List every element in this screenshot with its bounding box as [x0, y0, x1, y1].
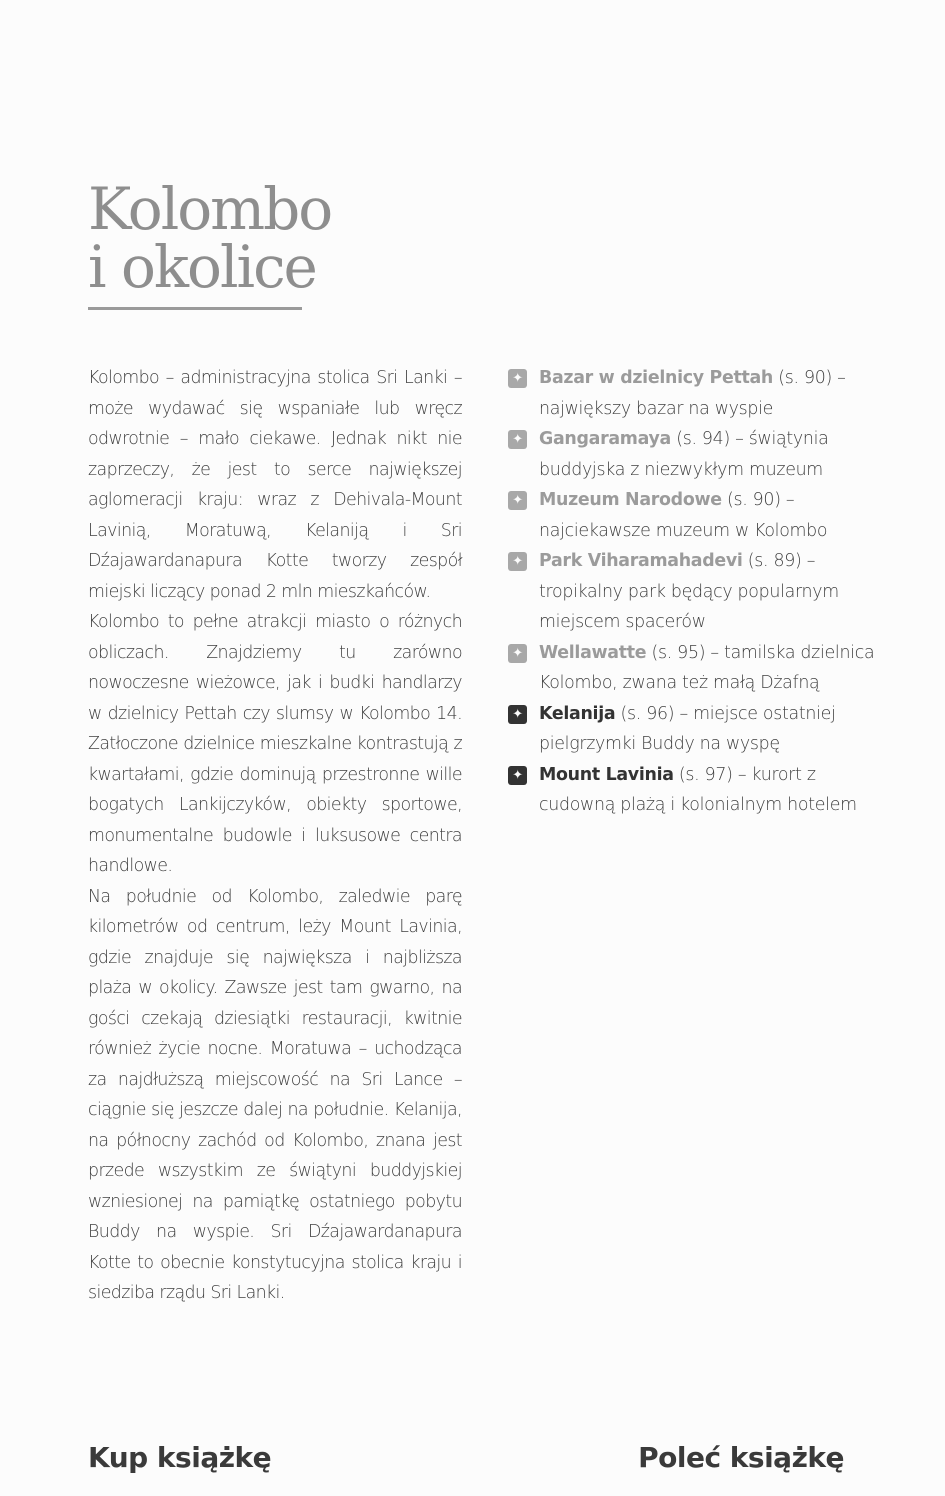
highlight-item — [508, 424, 878, 485]
highlight-item — [508, 485, 878, 546]
chapter-title — [88, 175, 348, 301]
intro-paragraph: Na południe od Kolombo, zaledwie parę kilometrów od centrum, leży Mount Lavinia, gdzie znajduje się największa i najbliższa plaża w okolicy. Zawsze jest tam gwarno, na gości czekają dziesiątki restauracji, kwitnie również życie nocne. Moratuwa – uchodząca za najdłuższą miejscowość na Sri Lance – ciągnie się jeszcze dalej na południe. Kelanija, na północny zachód od Kolombo, znana jest przede wszystkim ze świątyni buddyjskiej wzniesionej na pamiątkę ostatniego pobytu Buddy na wyspie. Sri Dźajawardanapura Kotte to obecnie konstytucyjna stolica kraju i siedziba rządu Sri Lanki. — [88, 886, 462, 1303]
star-icon: ✦ — [508, 705, 527, 724]
highlight-name: Gangaramaya — [539, 429, 671, 449]
highlight-description: (s. 90) – największy bazar na wyspie — [539, 368, 846, 419]
star-icon: ✦ — [508, 369, 527, 388]
highlight-name: Park Viharamahadevi — [539, 551, 743, 571]
highlights-list — [508, 363, 878, 821]
star-icon: ✦ — [508, 430, 527, 449]
star-icon: ✦ — [508, 644, 527, 663]
highlight-description: (s. 94) – świątynia buddyjska z niezwykłym muzeum — [539, 429, 829, 480]
highlight-item — [508, 546, 878, 638]
highlight-item — [508, 363, 878, 424]
star-icon: ✦ — [508, 766, 527, 785]
highlight-name: Bazar w dzielnicy Pettah — [539, 368, 774, 388]
highlight-name: Mount Lavinia — [539, 764, 674, 785]
highlight-description: (s. 90) – najciekawsze muzeum w Kolombo — [539, 490, 828, 541]
highlight-item — [508, 638, 878, 699]
recommend-book-link[interactable]: Poleć książkę — [638, 1441, 844, 1474]
chapter-title-line-2: i okolice — [88, 233, 316, 301]
highlight-item — [508, 760, 878, 821]
intro-paragraph: Kolombo – administracyjna stolica Sri Lanki – może wydawać się wspaniałe lub wręcz odwrotnie – mało ciekawe. Jednak nikt nie zaprzeczy, że jest to serce największej aglomeracji kraju: wraz z Dehivala-Mount Lavinią, Moratuwą, Kelaniją i Sri Dźajawardanapura Kotte tworzy zespół miejski liczący ponad 2 mln mieszkańców. — [88, 368, 462, 602]
highlight-name: Muzeum Narodowe — [539, 490, 722, 510]
title-underline — [88, 307, 302, 310]
highlight-name: Kelanija — [539, 703, 616, 724]
buy-book-link[interactable]: Kup książkę — [88, 1441, 272, 1474]
star-icon: ✦ — [508, 552, 527, 571]
intro-text — [88, 363, 462, 1309]
chapter-title-line-1: Kolombo — [88, 175, 332, 243]
intro-paragraph: Kolombo to pełne atrakcji miasto o różnych obliczach. Znajdziemy tu zarówno nowoczesne wieżowce, jak i budki handlarzy w dzielnicy Pettah czy slumsy w Kolombo 14. Zatłoczone dzielnice mieszkalne kontrastują z kwartałami, gdzie dominują przestronne wille bogatych Lankijczyków, obiekty sportowe, monumentalne budowle i luksusowe centra handlowe. — [88, 612, 462, 876]
star-icon: ✦ — [508, 491, 527, 510]
highlight-description: (s. 97) – kurort z cudowną plażą i kolonialnym hotelem — [539, 764, 857, 815]
highlight-description: (s. 95) – tamilska dzielnica Kolombo, zwana też małą Dżafną — [539, 642, 875, 693]
highlight-name: Wellawatte — [539, 642, 647, 663]
highlight-item — [508, 699, 878, 760]
highlight-description: (s. 89) – tropikalny park będący popularnym miejscem spacerów — [539, 551, 839, 632]
highlight-description: (s. 96) – miejsce ostatniej pielgrzymki Buddy na wyspę — [539, 703, 836, 754]
